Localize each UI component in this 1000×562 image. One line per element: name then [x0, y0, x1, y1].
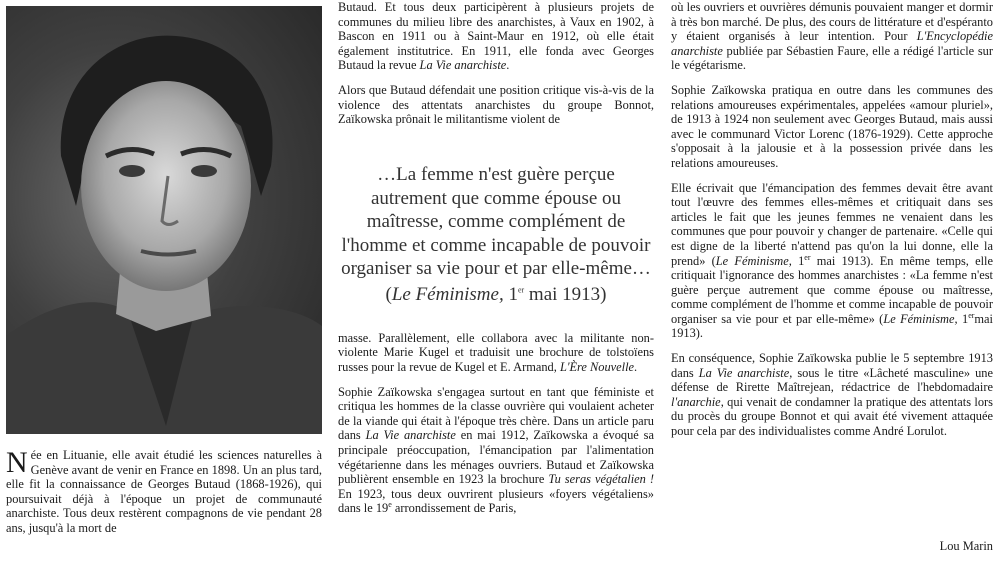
intro-paragraph — [6, 448, 322, 536]
author-signature: Lou Marin — [939, 539, 993, 553]
paragraph: Butaud. Et tous deux participèrent à plusieurs projets de communes du milieu libre des anarchistes, à Vaux en 1902, à Bascon en 1911 ou à Saint-Maur en 1912, où elle était également institutrice. En 1911, elle fonda avec Georges Butaud la revue La Vie anarchiste. — [338, 0, 654, 73]
article-column-3 — [671, 0, 993, 449]
intro-text: ée en Lituanie, elle avait étudié les sciences naturelles à Genève avant de venir en France en 1898. Un an plus tard, elle fit la connaissance de Georges Butaud (1868-1926), qui poursuivait déjà à l'époque un projet de communauté anarchiste. Tous deux restèrent compagnons de vie pendant 28 ans, jusqu'à la mort de — [6, 448, 322, 535]
paragraph: Alors que Butaud défendait une position critique vis-à-vis de la violence des attentats anarchistes du groupe Bonnot, Zaïkowska prônait le militantisme violent de — [338, 82, 654, 127]
paragraph: Sophie Zaïkowska pratiqua en outre dans les communes des relations amoureuses expérimentales, appelées «amour pluriel», de 1913 à 1924 non seulement avec Georges Butaud, mais aussi avec le communard Victor Lorenc (1876-1929). Cette approche s'opposait à la jalousie et à la possession privée dans les relations amoureuses. — [671, 82, 993, 170]
pull-quote-citation: (Le Féminisme, 1er mai 1913) — [385, 283, 607, 305]
portrait-photo — [6, 6, 322, 434]
drop-cap: N — [6, 446, 28, 479]
portrait-illustration — [6, 6, 322, 434]
paragraph: Sophie Zaïkowska s'engagea surtout en tant que féministe et critiqua les hommes de la classe ouvrière qui voulaient acheter de la viande qui était à l'époque très chère. Dans un article paru dans La Vie anarchiste en mai 1912, Zaïkowska a évoqué sa principale préoccupation, l'émancipation par l'alimentation végétarienne dans les ménages ouvriers. Butaud et Zaïkowska publièrent ensemble en 1923 la brochure Tu seras végétalien ! En 1923, tous deux ouvrirent plusieurs «foyers végétaliens» dans le 19e arrondissement de Paris, — [338, 384, 654, 516]
paragraph: où les ouvriers et ouvrières démunis pouvaient manger et dormir à très bon marché. De plus, des cours de littérature et d'espéranto y étaient organisés à leur intention. Pour L'Encyclopédie anarchiste publiée par Sébastien Faure, elle a rédigé l'article sur le végétarisme. — [671, 0, 993, 73]
paragraph: En conséquence, Sophie Zaïkowska publie le 5 septembre 1913 dans La Vie anarchiste, sous le titre «Lâcheté masculine» une défense de Rirette Maîtrejean, rédactrice de l'hebdomadaire l'anarchie, qui venait de condamner la pratique des attentats lors du procès du groupe Bonnot et qui avait été vivement attaquée pour cela par des individualistes comme André Lorulot. — [671, 351, 993, 439]
pull-quote — [338, 163, 654, 306]
paragraph: Elle écrivait que l'émancipation des femmes devait être avant tout l'œuvre des femmes elles-mêmes et critiquait dans ses articles le fait que les jeunes femmes ne venaient dans les communes que pour pouvoir y changer de partenaire. «Celle qui est digne de la liberté n'attend pas qu'on la lui donne, elle la prend» (Le Féminisme, 1er mai 1913). En même temps, elle critiquait l'ignorance des hommes anarchistes : «La femme n'est guère perçue autrement que comme épouse ou maîtresse, comme complément de l'homme et comme incapable de pouvoir organiser sa vie pour et par elle-même» (Le Féminisme, 1ermai 1913). — [671, 180, 994, 341]
paragraph: masse. Parallèlement, elle collabora avec la militante non-violente Marie Kugel et traduisit une brochure de tolstoïens russes pour la revue de Kugel et E. Armand, L'Ère Nouvelle. — [338, 330, 654, 374]
pull-quote-text: …La femme n'est guère perçue autrement que comme épouse ou maîtresse, comme complément de l'homme et comme incapable de pouvoir organiser sa vie pour et par elle-même… — [341, 164, 651, 279]
